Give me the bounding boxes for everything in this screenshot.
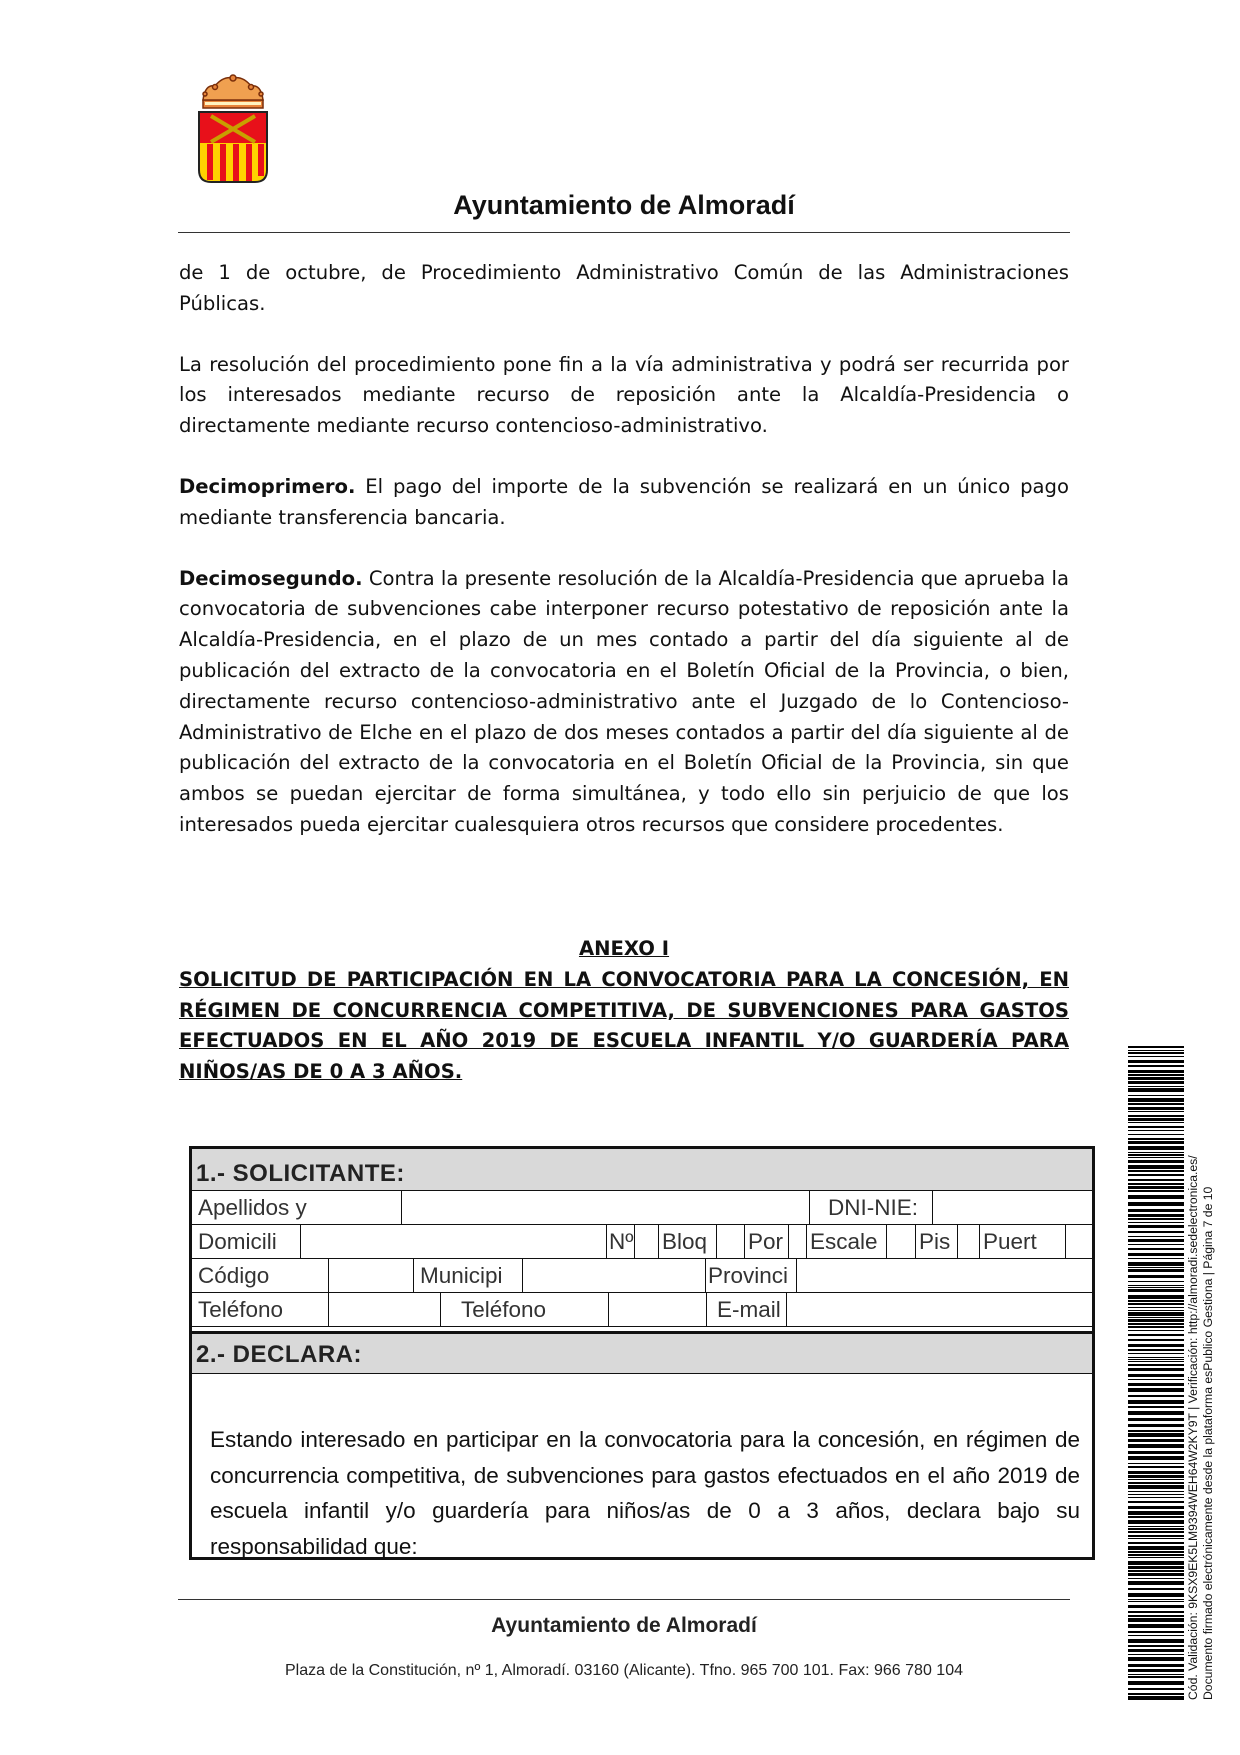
input-bloque[interactable] [717,1225,745,1258]
barcode-bar [1128,1561,1184,1565]
form-row-name [192,1190,1092,1224]
barcode-bar [1128,1070,1184,1073]
barcode-bar [1128,1357,1184,1358]
input-puerta[interactable] [1066,1225,1092,1258]
validation-stamp [1186,1046,1226,1700]
barcode-bar [1128,1300,1184,1302]
barcode-bar [1128,1601,1184,1602]
input-piso[interactable] [958,1225,980,1258]
barcode-bar [1128,1218,1184,1220]
barcode-bar [1128,1535,1184,1537]
footer-address: Plaza de la Constitución, nº 1, Almoradí. 03160 (Alicante). Tfno. 965 700 101. Fax: 966 780 104 [285,1662,963,1679]
barcode-bar [1128,1086,1184,1087]
barcode-bar [1128,1497,1184,1498]
barcode-bar [1128,1107,1184,1110]
barcode-bar [1128,1289,1184,1292]
clause-heading: Decimoprimero. [179,474,356,498]
barcode-bar [1128,1418,1184,1421]
document-body [179,258,1069,871]
paragraph: de 1 de octubre, de Procedimiento Administrativo Común de las Administraciones Públicas. [179,261,1069,315]
barcode-bar [1128,1253,1184,1256]
barcode-bar [1128,1463,1184,1464]
label-bloque: Bloq [659,1225,717,1258]
input-telefono-1[interactable] [329,1293,441,1326]
barcode-bar [1128,1115,1184,1117]
label-piso: Pis [916,1225,958,1258]
barcode-bar [1128,1183,1184,1185]
barcode-bar [1128,1074,1184,1076]
barcode-bar [1128,1639,1184,1643]
barcode-bar [1128,1258,1184,1259]
barcode-bar [1128,1236,1184,1237]
barcode-bar [1128,1475,1184,1478]
barcode-bar [1128,1605,1184,1608]
barcode-bar [1128,1611,1184,1613]
barcode-bar [1128,1570,1184,1572]
barcode-bar [1128,1287,1184,1288]
label-telefono-1: Teléfono [192,1293,329,1326]
barcode-bar [1128,1439,1184,1442]
barcode-bar [1128,1573,1184,1576]
barcode-bar [1128,1326,1184,1328]
label-escalera: Escale [807,1225,887,1258]
input-portal[interactable] [789,1225,807,1258]
label-codigo-postal: Código [192,1259,329,1292]
header-divider [178,232,1070,233]
barcode-bar [1128,1599,1184,1600]
input-provincia[interactable] [797,1259,1092,1292]
label-telefono-2: Teléfono [441,1293,609,1326]
barcode-bar [1128,1424,1184,1427]
barcode-bar [1128,1631,1184,1633]
label-municipio: Municipi [414,1259,523,1292]
validation-line-1: Cód. Validación: 9KSX9EK5LM9394WEH64W2KY9T | Verificación: http://almoradi.sedelectronica.es/ [1186,1155,1200,1700]
barcode-bar [1128,1244,1184,1245]
barcode-bar [1128,1141,1184,1144]
footer-divider [178,1599,1070,1600]
barcode-bar [1128,1520,1184,1524]
barcode-bar [1128,1295,1184,1299]
barcode-bar [1128,1538,1184,1539]
barcode-bar [1128,1649,1184,1652]
barcode-image [1128,1046,1184,1700]
barcode-bar [1128,1479,1184,1480]
validation-line-2: Documento firmado electrónicamente desde la plataforma esPublico Gestiona | Página 7 de 10 [1201,1186,1215,1700]
label-apellidos: Apellidos y [192,1191,402,1224]
barcode-bar [1128,1635,1184,1636]
barcode-bar [1128,1368,1184,1371]
barcode-bar [1128,1281,1184,1282]
barcode-bar [1128,1433,1184,1437]
section-solicitante-header: 1.- SOLICITANTE: [192,1149,1092,1190]
barcode-bar [1128,1307,1184,1308]
barcode-bar [1128,1154,1184,1156]
barcode-bar [1128,1542,1184,1544]
barcode-bar [1128,1674,1184,1675]
barcode-bar [1128,1506,1184,1509]
barcode-bar [1128,1501,1184,1503]
paragraph: Decimosegundo. Contra la presente resolución de la Alcaldía-Presidencia que aprueba la convocatoria de subvenciones cabe interponer recurso potestativo de reposición ante la Alcaldía-Presidencia, en el plazo de un mes contado a partir del día siguiente al de publicación del extracto de la convocatoria en el Boletín Oficial de la Provincia, o bien, directamente recurso contencioso-administrativo ante el Juzgado de lo Contencioso-Administrativo de Elche en el plazo de dos meses contados a partir del día siguiente al de publicación del extracto de la convocatoria en el Boletín Oficial de la Provincia, sin que ambos se puedan ejercitar de forma simultánea, y todo ello sin perjuicio de que los interesados pueda ejercitar cualesquiera otros recursos que considere procedentes. [179,566,1069,836]
application-form [189,1146,1095,1560]
input-email[interactable] [787,1293,1092,1326]
barcode-bar [1128,1581,1184,1585]
input-apellidos[interactable] [402,1191,810,1224]
barcode-bar [1128,1554,1184,1556]
barcode-bar [1128,1615,1184,1617]
barcode-bar [1128,1088,1184,1092]
barcode-bar [1128,1339,1184,1341]
barcode-bar [1128,1353,1184,1354]
barcode-bar [1128,1388,1184,1392]
form-row-contact [192,1292,1092,1327]
barcode-bar [1128,1170,1184,1172]
barcode-bar [1128,1374,1184,1377]
barcode-bar [1128,1528,1184,1530]
barcode-bar [1128,1566,1184,1569]
barcode-bar [1128,1052,1184,1054]
barcode-bar [1128,1126,1184,1128]
label-puerta: Puert [980,1225,1066,1258]
barcode-bar [1128,1111,1184,1112]
barcode-bar [1128,1225,1184,1228]
validation-text [1186,1046,1216,1700]
barcode-bar [1128,1330,1184,1331]
barcode-bar [1128,1494,1184,1495]
barcode-bar [1128,1095,1184,1096]
barcode-bar [1128,1482,1184,1484]
barcode-bar [1128,1645,1184,1647]
barcode-bar [1128,1624,1184,1628]
barcode-bar [1128,1349,1184,1351]
barcode-bar [1128,1157,1184,1158]
barcode-bar [1128,1303,1184,1305]
barcode-bar [1128,1395,1184,1397]
barcode-bar [1128,1456,1184,1460]
section-declara-header: 2.- DECLARA: [192,1334,1092,1374]
barcode-bar [1128,1195,1184,1199]
barcode-bar [1128,1174,1184,1176]
input-numero[interactable] [635,1225,659,1258]
barcode-bar [1128,1190,1184,1192]
barcode-bar [1128,1065,1184,1067]
declaration-text: Estando interesado en participar en la convocatoria para la concesión, en régimen de concurrencia competitiva, de subvenciones para gastos efectuados en el año 2019 de escuela infantil y/o guardería para niños/as de 0 a 3 años, declara bajo su responsabilidad que: [210,1427,1080,1559]
barcode-bar [1128,1262,1184,1266]
barcode-bar [1128,1248,1184,1250]
barcode-bar [1128,1231,1184,1233]
label-domicilio: Domicili [192,1225,301,1258]
annex-heading [179,934,1069,1088]
form-row-address [192,1224,1092,1258]
barcode-bar [1128,1588,1184,1590]
input-dni[interactable] [933,1191,1092,1224]
barcode-bar [1128,1364,1184,1366]
label-portal: Por [745,1225,789,1258]
barcode-bar [1128,1400,1184,1404]
barcode-bar [1128,1485,1184,1489]
input-telefono-2[interactable] [609,1293,707,1326]
form-row-location [192,1258,1092,1292]
barcode-bar [1128,1466,1184,1468]
paragraph: Decimoprimero. El pago del importe de la subvención se realizará en un único pago mediante transferencia bancaria. [179,474,1069,529]
barcode-bar [1128,1444,1184,1448]
barcode-bar [1128,1664,1184,1667]
coat-of-arms-logo [193,74,273,186]
barcode-bar [1128,1186,1184,1189]
label-email: E-mail [707,1293,787,1326]
barcode-bar [1128,1285,1184,1286]
barcode-bar [1128,1654,1184,1655]
barcode-bar [1128,1451,1184,1454]
barcode-bar [1128,1546,1184,1550]
barcode-bar [1128,1118,1184,1121]
input-municipio[interactable] [523,1259,706,1292]
barcode-bar [1128,1657,1184,1661]
barcode-bar [1128,1269,1184,1272]
header-title: Ayuntamiento de Almoradí [453,190,795,220]
barcode-bar [1128,1130,1184,1131]
barcode-bar [1128,1471,1184,1474]
barcode-bar [1128,1214,1184,1217]
barcode-bar [1128,1618,1184,1622]
barcode-bar [1128,1379,1184,1380]
annex-subtitle: SOLICITUD DE PARTICIPACIÓN EN LA CONVOCATORIA PARA LA CONCESIÓN, EN RÉGIMEN DE CONCURRENCIA COMPETITIVA, DE SUBVENCIONES PARA GASTOS EFECTUADOS EN EL AÑO 2019 DE ESCUELA INFANTIL Y/O GUARDERÍA PARA NIÑOS/AS DE 0 A 3 AÑOS. [179,967,1069,1084]
barcode-bar [1128,1676,1184,1678]
barcode-bar [1128,1344,1184,1347]
barcode-bar [1128,1056,1184,1057]
barcode-bar [1128,1323,1184,1325]
barcode-bar [1128,1491,1184,1492]
barcode-bar [1128,1312,1184,1316]
barcode-bar [1128,1406,1184,1408]
barcode-bar [1128,1134,1184,1135]
barcode-bar [1128,1122,1184,1123]
clause-heading: Decimosegundo. [179,566,363,590]
barcode-bar [1128,1319,1184,1322]
barcode-bar [1128,1103,1184,1105]
barcode-bar [1128,1081,1184,1084]
barcode-bar [1128,1209,1184,1212]
barcode-bar [1128,1526,1184,1527]
barcode-bar [1128,1165,1184,1169]
barcode-bar [1128,1267,1184,1268]
barcode-bar [1128,1179,1184,1181]
input-codigo-postal[interactable] [329,1259,414,1292]
input-escalera[interactable] [887,1225,916,1258]
barcode-bar [1128,1146,1184,1150]
barcode-bar [1128,1202,1184,1206]
barcode-bar [1128,1046,1184,1048]
barcode-bar [1128,1310,1184,1311]
barcode-bar [1128,1430,1184,1432]
barcode-bar [1128,1551,1184,1553]
barcode-bar [1128,1317,1184,1318]
input-domicilio[interactable] [301,1225,607,1258]
paragraph: La resolución del procedimiento pone fin a la vía administrativa y podrá ser recurrida por los interesados mediante recurso de reposición ante la Alcaldía-Presidencia o directamente mediante recurso contencioso-administrativo. [179,352,1069,438]
annex-title: ANEXO I [578,937,670,960]
barcode-bar [1128,1098,1184,1102]
barcode-bar [1128,1222,1184,1223]
barcode-bar [1128,1138,1184,1140]
label-provincia: Provinci [706,1259,797,1292]
barcode-bar [1128,1516,1184,1518]
barcode-bar [1128,1593,1184,1597]
barcode-bar [1128,1693,1184,1695]
barcode-bar [1128,1383,1184,1386]
label-dni: DNI-NIE: [810,1191,933,1224]
barcode-bar [1128,1681,1184,1685]
barcode-bar [1128,1511,1184,1515]
barcode-bar [1128,1557,1184,1558]
barcode-bar [1128,1060,1184,1063]
barcode-bar [1128,1334,1184,1336]
barcode-bar [1128,1160,1184,1163]
barcode-bar [1128,1152,1184,1153]
barcode-bar [1128,1361,1184,1362]
footer-title: Ayuntamiento de Almoradí [491,1614,757,1637]
barcode-bar [1128,1411,1184,1415]
barcode-bar [1128,1359,1184,1360]
barcode-bar [1128,1239,1184,1242]
barcode-bar [1128,1696,1184,1700]
barcode-bar [1128,1050,1184,1051]
barcode-bar [1128,1531,1184,1533]
barcode-bar [1128,1077,1184,1080]
barcode-bar [1128,1669,1184,1672]
label-numero: Nº [607,1225,635,1258]
barcode-bar [1128,1578,1184,1579]
barcode-bar [1128,1688,1184,1690]
barcode-bar [1128,1275,1184,1278]
